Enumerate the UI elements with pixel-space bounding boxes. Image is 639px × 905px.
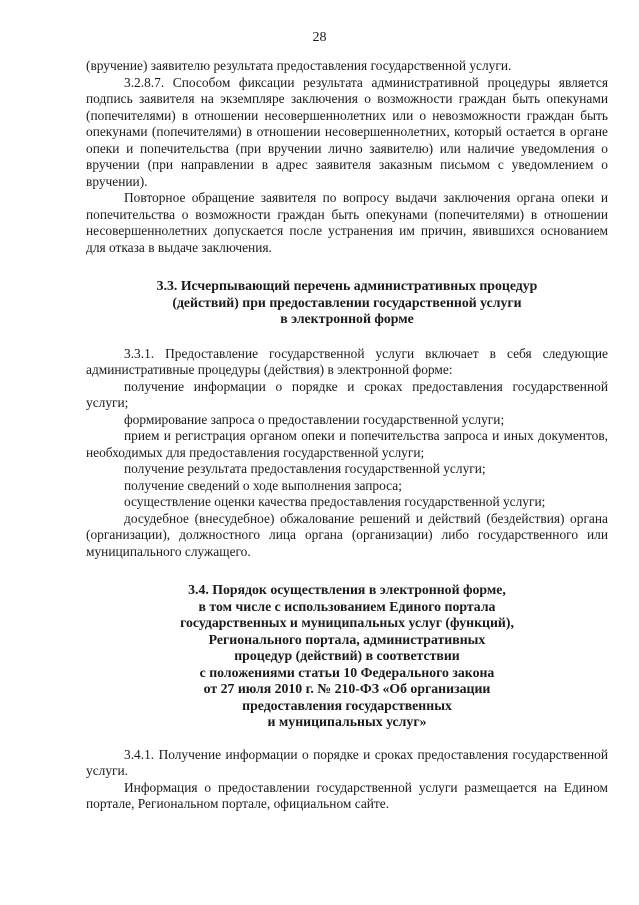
list-item: получение информации о порядке и сроках предоставления государственной услуги;: [86, 378, 608, 410]
list-item: формирование запроса о предоставлении государственной услуги;: [124, 411, 505, 427]
paragraph-3-4-1: 3.4.1. Получение информации о порядке и сроках предоставления государственной услуги.: [86, 746, 608, 778]
paragraph-info-placement: Информация о предоставлении государственной услуги размещается на Едином портале, Региональном портале, официальном сайте.: [86, 779, 608, 811]
paragraph-repeat-request: Повторное обращение заявителя по вопросу выдачи заключения органа опеки и попечительства о возможности граждан быть опекунами (попечителями) в отношении несовершеннолетних допускается после устранения им причин, явившихся основанием для отказа в выдаче заключения.: [86, 190, 608, 255]
heading-3-4-line: в том числе с использованием Единого портала: [198, 598, 496, 614]
list-item: досудебное (внесудебное) обжалование решений и действий (бездействия) органа (организации), должностного лица органа (организации) либо государственного или муниципального служащего.: [86, 510, 608, 559]
list-item: получение сведений о ходе выполнения запроса;: [124, 477, 402, 493]
paragraph-3-3-1: 3.3.1. Предоставление государственной услуги включает в себя следующие административные процедуры (действия) в электронной форме:: [86, 345, 608, 377]
list-item: осуществление оценки качества предоставления государственной услуги;: [124, 494, 546, 509]
paragraph-continuation: (вручение) заявителю результата предоставления государственной услуги.: [86, 58, 512, 73]
list-item: прием и регистрация органом опеки и попечительства запроса и иных документов, необходимых для предоставления государственной услуги;: [86, 428, 608, 460]
page-number: 28: [312, 30, 327, 45]
heading-3-4-line: с положениями статьи 10 Федерального закона: [199, 664, 495, 680]
heading-3-3-line: (действий) при предоставлении государственной услуги: [172, 294, 522, 310]
heading-3-4-line: государственных и муниципальных услуг (функций),: [180, 615, 514, 630]
heading-3-4-line: предоставления государственных: [242, 697, 452, 713]
heading-3-4: [86, 582, 608, 731]
heading-3-4-line: и муниципальных услуг»: [267, 714, 427, 729]
page-content: [86, 58, 608, 813]
paragraph-3-2-8-7: 3.2.8.7. Способом фиксации результата административной процедуры является подпись заявителя на экземпляре заключения о возможности граждан быть опекунами (попечителями) в отношении несовершеннолетних или о невозможности граждан быть опекунами (попечителями) в отношении несовершеннолетних, который остается в органе опеки и попечительства (при вручении лично заявителю) или наличие уведомления о вручении (при направлении в адрес заявителя заказным письмом с уведомлением о вручении).: [86, 74, 608, 189]
heading-3-3-line: 3.3. Исчерпывающий перечень административных процедур: [156, 278, 538, 293]
heading-3-3-line: в электронной форме: [280, 311, 414, 326]
list-item: получение результата предоставления государственной услуги;: [124, 461, 486, 476]
heading-3-4-line: 3.4. Порядок осуществления в электронной форме,: [188, 582, 506, 597]
heading-3-4-line: процедур (действий) в соответствии: [234, 648, 460, 663]
heading-3-4-line: от 27 июля 2010 г. № 210-ФЗ «Об организации: [203, 681, 491, 696]
heading-3-4-line: Регионального портала, административных: [208, 631, 486, 647]
heading-3-3: [86, 278, 608, 328]
